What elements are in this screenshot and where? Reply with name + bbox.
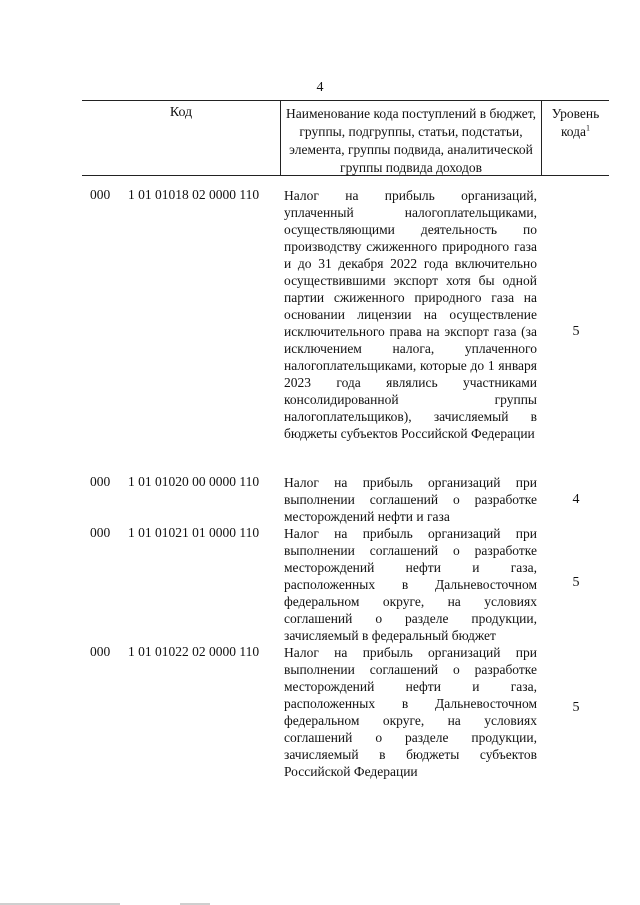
row-group: 000 [90, 187, 111, 202]
row-description: Налог на прибыль организаций при выполнении соглашений о разработке месторождений нефти и газа, расположенных в Дальневосточном федеральном округе, на условиях соглашений о разделе продукции, зачисляемый в федеральный бюджет [284, 526, 537, 643]
row-group: 000 [90, 644, 111, 659]
row-description: Налог на прибыль организаций при выполнении соглашений о разработке месторождений нефти и газа, расположенных в Дальневосточном федеральном округе, на условиях соглашений о разделе продукции, зачисляемый в бюджеты субъектов Российской Федерации [284, 645, 537, 779]
row-description: Налог на прибыль организаций при выполнении соглашений о разработке месторождений нефти и газа [284, 475, 537, 524]
header-level-label: Уровень кода [551, 106, 600, 139]
row-code: 1 01 01021 01 0000 110 [128, 525, 260, 540]
row-level: 5 [572, 700, 580, 715]
row-code: 1 01 01018 02 0000 110 [128, 187, 260, 202]
row-code: 1 01 01020 00 0000 110 [128, 474, 260, 489]
header-level-footnote: 1 [586, 123, 591, 133]
header-code: Код [169, 105, 193, 120]
page-number: 4 [316, 80, 324, 95]
table-header [82, 100, 609, 176]
header-level [542, 105, 609, 141]
row-level: 5 [572, 324, 580, 339]
row-code: 1 01 01022 02 0000 110 [128, 644, 260, 659]
row-description: Налог на прибыль организаций, уплаченный налогоплательщиками, осуществляющими деятельность по производству сжиженного природного газа и до 31 декабря 2022 года включительно осуществившими экспорт хотя бы одной партии сжиженного природного газа на основании лицензии на осуществление исключительного права на экспорт газа (за исключением налога, уплаченного налогоплательщиками, которые до 1 января 2023 года являлись участниками консолидированной группы налогоплательщиков), зачисляемый в бюджеты субъектов Российской Федерации [284, 188, 537, 441]
row-level: 5 [572, 575, 580, 590]
row-group: 000 [90, 525, 111, 540]
header-name: Наименование кода поступлений в бюджет, группы, подгруппы, статьи, подстатьи, элемента, группы подвида, аналитической группы подвида доходов [285, 106, 536, 175]
row-group: 000 [90, 474, 111, 489]
row-level: 4 [572, 492, 580, 507]
